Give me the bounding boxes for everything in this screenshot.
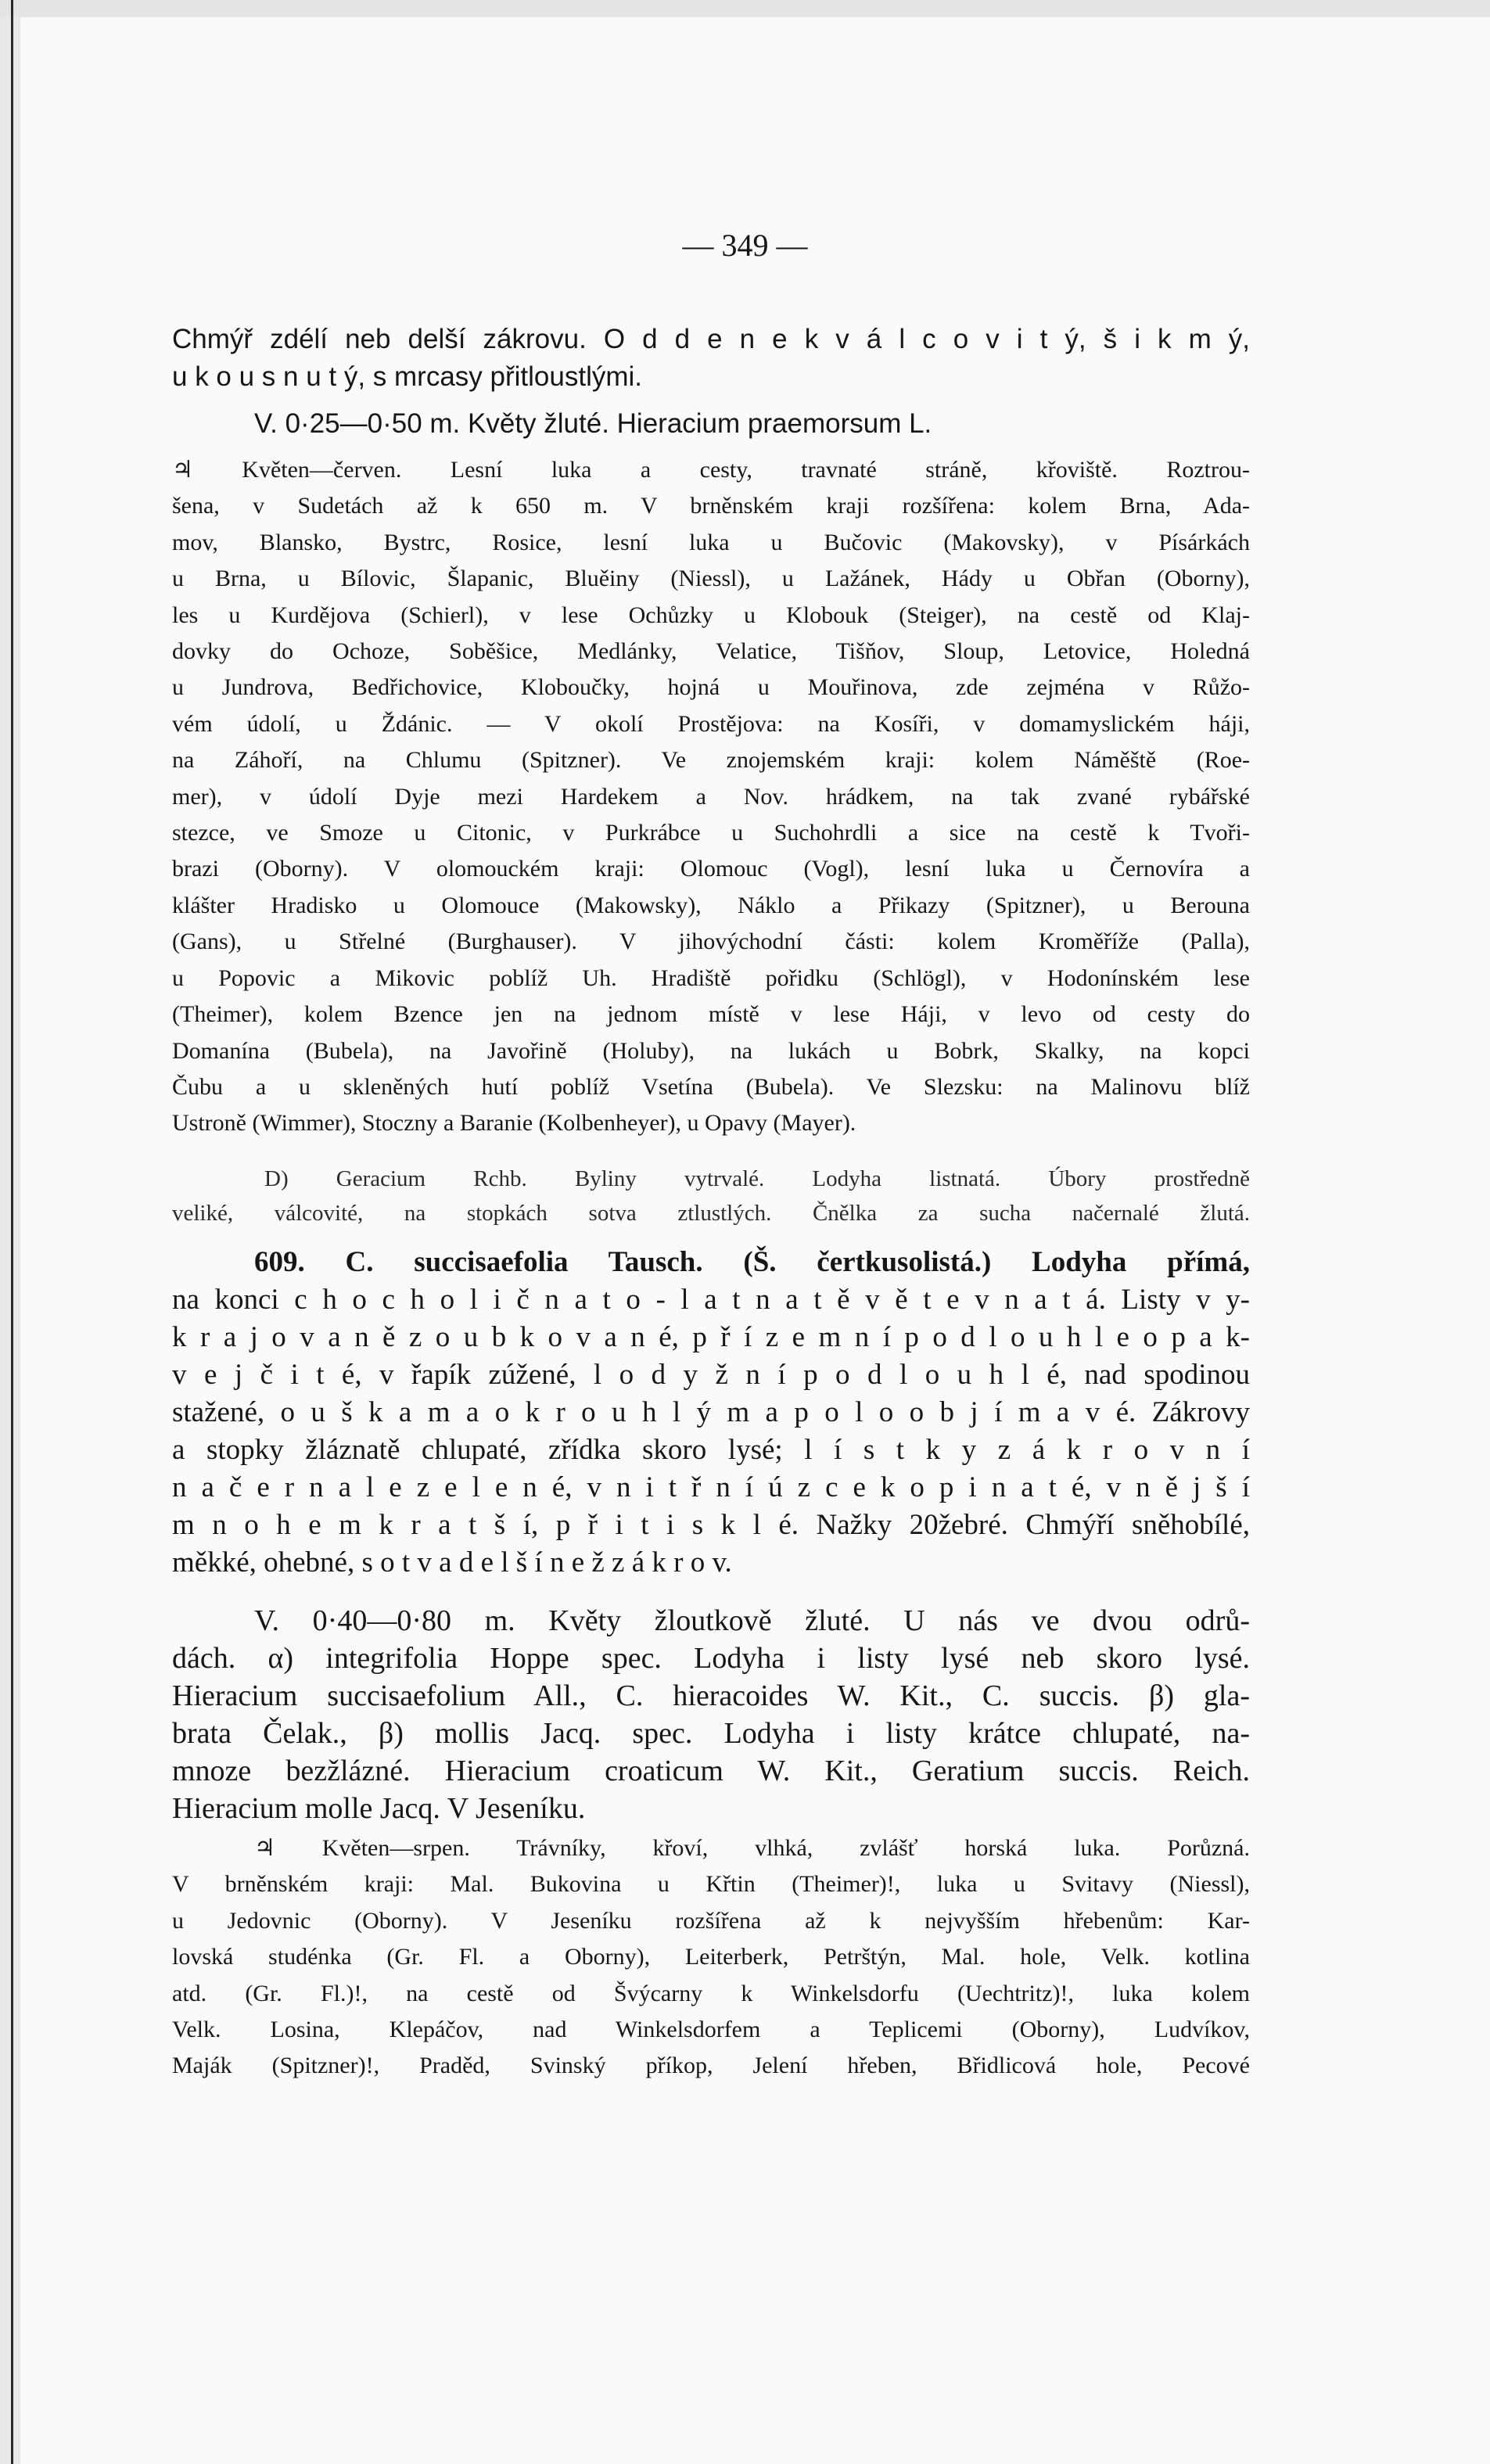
text-line: D) Geracium Rchb. Byliny vytrvalé. Lodyha listnatá. Úbory prostředně: [264, 1166, 1250, 1191]
page-fold-line: [11, 0, 13, 2464]
text-line: brata Čelak., β) mollis Jacq. spec. Lodyha i listy krátce chlupaté, na-: [172, 1717, 1250, 1750]
species-heading-line: 609. C. succisaefolia Tausch. (Š. čertkusolistá.) Lodyha přímá,: [254, 1246, 1250, 1278]
text-line: V. 0·25—0·50 m. Květy žluté. Hieracium praemorsum L.: [254, 408, 932, 439]
text-line: Hieracium succisaefolium All., C. hieracoides W. Kit., C. succis. β) gla-: [172, 1679, 1250, 1712]
text-line: Ustroně (Wimmer), Stoczny a Baranie (Kolbenheyer), u Opavy (Mayer).: [172, 1110, 856, 1137]
text-line: měkké, ohebné, s o t v a d e l š í n e ž z á k r o v.: [172, 1546, 732, 1579]
text-line: v e j č i t é, v řapík zúžené, l o d y ž n í p o d l o u h l é, nad spodinou: [172, 1359, 1250, 1391]
text-line: mer), v údolí Dyje mezi Hardekem a Nov. hrádkem, na tak zvané rybářské: [172, 783, 1250, 810]
text-line: na Záhoří, na Chlumu (Spitzner). Ve znojemském kraji: kolem Náměště (Roe-: [172, 747, 1250, 774]
text-line: Chmýř zdélí neb delší zákrovu. O d d e n e k v á l c o v i t ý, š i k m ý,: [172, 324, 1250, 354]
text-line: brazi (Oborny). V olomouckém kraji: Olomouc (Vogl), lesní luka u Černovíra a: [172, 856, 1250, 882]
text-line: (Gans), u Střelné (Burghauser). V jihovýchodní části: kolem Kroměříže (Palla),: [172, 928, 1250, 955]
paragraph-distribution-succisaefolia: [172, 1830, 1250, 2085]
paragraph-varieties: [172, 1602, 1250, 1827]
text-line: stažené, o u š k a m a o k r o u h l ý m a p o l o o b j í m a v é. Zákrovy: [172, 1396, 1250, 1428]
text-line: vém údolí, u Ždánic. — V okolí Prostějova: na Kosíři, v domamyslickém háji,: [172, 710, 1250, 737]
paragraph-size-praemorsum: [254, 405, 1036, 443]
text-line: k r a j o v a n ě z o u b k o v a n é, p ř í z e m n í p o d l o u h l e o p a k-: [172, 1321, 1250, 1353]
section-key-geracium: [172, 1162, 1250, 1230]
text-line: lovská studénka (Gr. Fl. a Oborny), Leiterberk, Petrštýn, Mal. hole, Velk. kotlina: [172, 1944, 1250, 1970]
text-line: atd. (Gr. Fl.)!, na cestě od Švýcarny k Winkelsdorfu (Uechtritz)!, luka kolem: [172, 1980, 1250, 2006]
scan-edge: [0, 0, 20, 2464]
species-entry-609: [172, 1244, 1250, 1582]
text-line: m n o h e m k r a t š í, p ř i t i s k l é. Nažky 20žebré. Chmýří sněhobílé,: [172, 1509, 1250, 1541]
text-line: klášter Hradisko u Olomouce (Makowsky), Náklo a Přikazy (Spitzner), u Berouna: [172, 892, 1250, 918]
text-line: veliké, válcovité, na stopkách sotva ztlustlých. Čnělka za sucha načernalé žlutá.: [172, 1201, 1250, 1226]
page-number: — 349 —: [682, 228, 808, 263]
text-line: Hieracium molle Jacq. V Jeseníku.: [172, 1792, 586, 1825]
text-line: u Jundrova, Bedřichovice, Kloboučky, hojná u Mouřinova, zde zejména v Růžo-: [172, 674, 1250, 701]
text-line: u k o u s n u t ý, s mrcasy přitloustlými.: [172, 361, 642, 392]
text-line: Domanína (Bubela), na Javořině (Holuby), na lukách u Bobrk, Skalky, na kopci: [172, 1037, 1250, 1064]
text-line: Velk. Losina, Klepáčov, nad Winkelsdorfem a Teplicemi (Oborny), Ludvíkov,: [172, 2017, 1250, 2043]
text-line: V brněnském kraji: Mal. Bukovina u Křtin (Theimer)!, luka u Svitavy (Niessl),: [172, 1871, 1250, 1898]
text-line: u Brna, u Bílovic, Šlapanic, Bluěiny (Niessl), u Lažánek, Hády u Obřan (Oborny),: [172, 566, 1250, 592]
text-line: (Theimer), kolem Bzence jen na jednom místě v lese Háji, v levo od cesty do: [172, 1001, 1250, 1028]
text-line: V. 0·40—0·80 m. Květy žloutkově žluté. U nás ve dvou odrů-: [254, 1604, 1250, 1637]
text-line: šena, v Sudetách až k 650 m. V brněnském kraji rozšířena: kolem Brna, Ada-: [172, 493, 1250, 519]
text-line: dovky do Ochoze, Soběšice, Medlánky, Velatice, Tišňov, Sloup, Letovice, Holedná: [172, 638, 1250, 665]
text-line: mnoze bezžlázné. Hieracium croaticum W. Kit., Geratium succis. Reich.: [172, 1755, 1250, 1787]
text-line: stezce, ve Smoze u Citonic, v Purkrábce u Suchohrdli a sice na cestě k Tvoři-: [172, 820, 1250, 846]
paragraph-distribution-praemorsum: [172, 452, 1250, 1142]
scan-edge-top: [0, 0, 1490, 17]
text-line: Maják (Spitzner)!, Praděd, Svinský příkop, Jelení hřeben, Břidlicová hole, Pecové: [172, 2053, 1250, 2079]
text-line: n a č e r n a l e z e l e n é, v n i t ř n í ú z c e k o p i n a t é, v n ě j š í: [172, 1471, 1250, 1503]
text-line: Čubu a u skleněných hutí poblíž Vsetína (Bubela). Ve Slezsku: na Malinovu blíž: [172, 1073, 1250, 1100]
text-line: dách. α) integrifolia Hoppe spec. Lodyha i listy lysé neb skoro lysé.: [172, 1642, 1250, 1675]
text-line: na konci c h o c h o l i č n a t o - l a t n a t ě v ě t e v n a t á. Listy v y-: [172, 1284, 1250, 1316]
text-line: u Jedovnic (Oborny). V Jeseníku rozšířena až k nejvyšším hřebenům: Kar-: [172, 1907, 1250, 1934]
text-line: u Popovic a Mikovic poblíž Uh. Hradiště pořidku (Schlögl), v Hodonínském lese: [172, 964, 1250, 991]
paragraph-rhizome: [172, 321, 1250, 396]
text-line: a stopky žláznatě chlupaté, zřídka skoro lysé; l í s t k y z á k r o v n í: [172, 1434, 1250, 1466]
text-line: ♃ Květen—červen. Lesní luka a cesty, travnaté stráně, křoviště. Roztrou-: [172, 457, 1250, 483]
text-line: mov, Blansko, Bystrc, Rosice, lesní luka u Bučovic (Makovsky), v Písárkách: [172, 529, 1250, 555]
text-line: les u Kurdějova (Schierl), v lese Ochůzky u Klobouk (Steiger), na cestě od Klaj-: [172, 602, 1250, 628]
text-line: ♃ Květen—srpen. Trávníky, křoví, vlhká, zvlášť horská luka. Porůzná.: [254, 1835, 1250, 1861]
